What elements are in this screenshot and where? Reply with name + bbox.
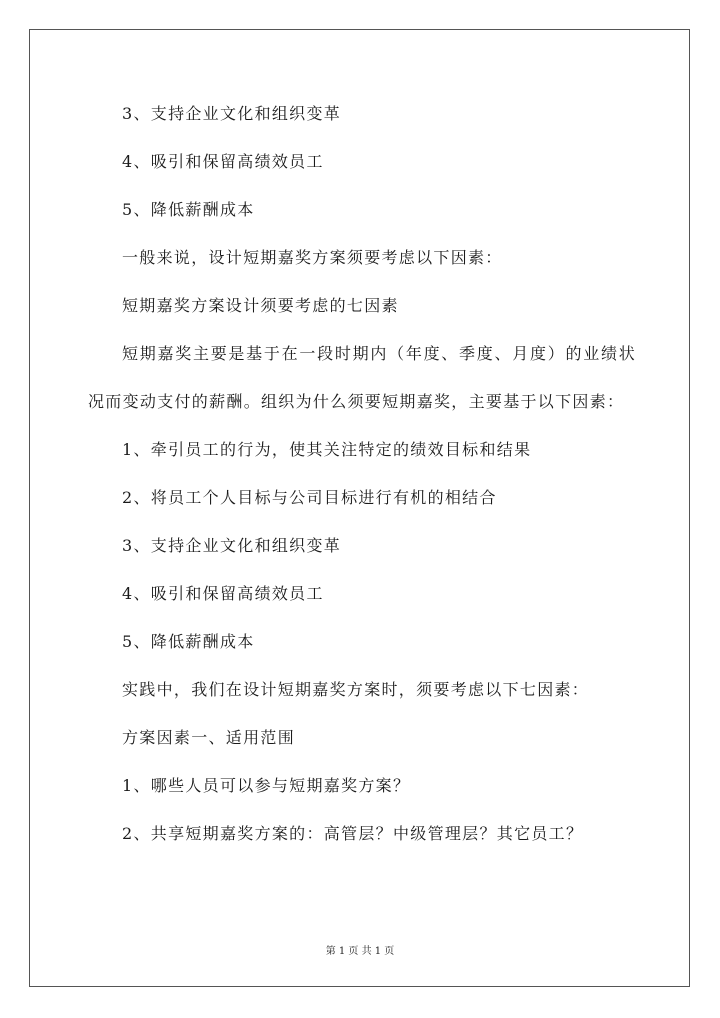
- paragraph: 3、支持企业文化和组织变革: [122, 104, 342, 123]
- paragraph: 2、共享短期嘉奖方案的：高管层？中级管理层？其它员工？: [122, 824, 584, 843]
- paragraph: 4、吸引和保留高绩效员工: [122, 584, 324, 603]
- page-number-label: 第 1 页 共 1 页: [325, 946, 395, 957]
- paragraph: 4、吸引和保留高绩效员工: [122, 152, 324, 171]
- paragraph: 1、哪些人员可以参与短期嘉奖方案？: [122, 776, 411, 795]
- paragraph: 1、牵引员工的行为，使其关注特定的绩效目标和结果: [122, 440, 532, 459]
- paragraph: 短期嘉奖主要是基于在一段时期内（年度、季度、月度）的业绩状况而变动支付的薪酬。组织为什么须要短期嘉奖，主要基于以下因素：: [88, 344, 636, 411]
- paragraph: 短期嘉奖方案设计须要考虑的七因素: [122, 296, 399, 315]
- paragraph: 5、降低薪酬成本: [122, 632, 255, 651]
- paragraph: 实践中，我们在设计短期嘉奖方案时，须要考虑以下七因素：: [122, 680, 590, 699]
- paragraph: 5、降低薪酬成本: [122, 200, 255, 219]
- paragraph: 2、将员工个人目标与公司目标进行有机的相结合: [122, 488, 497, 507]
- page-footer: [0, 942, 720, 957]
- paragraph: 3、支持企业文化和组织变革: [122, 536, 342, 555]
- paragraph: 一般来说，设计短期嘉奖方案须要考虑以下因素：: [122, 248, 503, 267]
- document-body: [88, 90, 636, 858]
- paragraph: 方案因素一、适用范围: [122, 728, 296, 747]
